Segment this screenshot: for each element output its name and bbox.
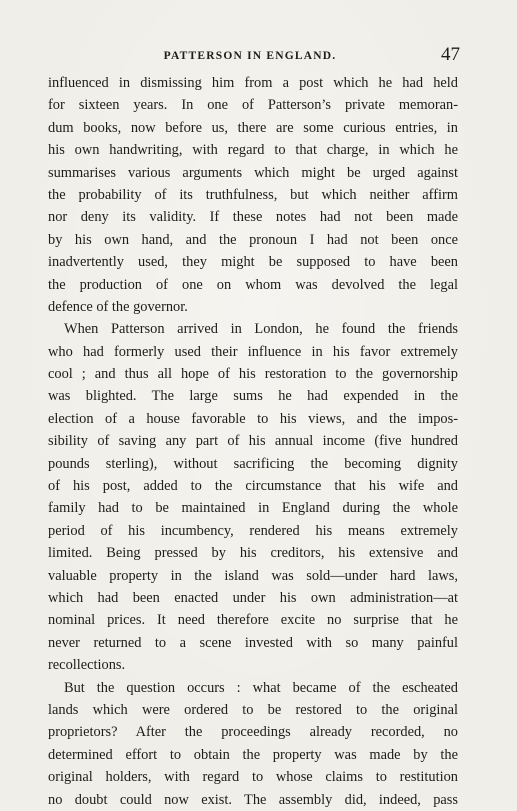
text-line: was blighted. The large sums he had expended in the (48, 388, 458, 405)
text-line: proprietors? After the proceedings already recorded, no (48, 724, 458, 741)
text-line: But the question occurs : what became of the escheated (64, 679, 458, 696)
page-number: 47 (441, 44, 460, 65)
text-line: which had been enacted under his own administration—at (48, 589, 458, 606)
body-text (48, 72, 458, 811)
text-line: no doubt could now exist. The assembly did, indeed, pass (48, 791, 458, 808)
running-head: PATTERSON IN ENGLAND. (163, 50, 337, 62)
text-line: sibility of saving any part of his annual income (five hundred (48, 433, 458, 450)
text-line: of his post, added to the circumstance that his wife and (48, 478, 458, 495)
text-line: recollections. (48, 657, 126, 674)
text-line: influenced in dismissing him from a post which he had held (48, 75, 458, 91)
text-line: never returned to a scene invested with so many painful (48, 634, 458, 651)
text-line: When Patterson arrived in London, he found the friends (64, 321, 458, 338)
text-line: cool ; and thus all hope of his restoration to the governorship (48, 366, 458, 383)
text-line: nominal prices. It need therefore excite no surprise that he (48, 612, 458, 629)
text-line: the probability of its truthfulness, but which neither affirm (48, 186, 458, 203)
text-line: defence of the governor. (48, 298, 188, 315)
text-line: election of a house favorable to his views, and the impos- (48, 410, 458, 427)
text-line: pounds sterling), without sacrificing the becoming dignity (48, 455, 458, 472)
text-line: determined effort to obtain the property was made by the (48, 746, 458, 763)
text-line: summarises various arguments which might be urged against (48, 164, 458, 181)
text-line: limited. Being pressed by his creditors, his extensive and (48, 545, 458, 562)
text-line: for sixteen years. In one of Patterson’s private memoran- (48, 97, 458, 114)
text-line: inadvertently used, they might be supposed to have been (48, 254, 458, 271)
page-header (40, 44, 460, 68)
text-line: original holders, with regard to whose claims to restitution (48, 769, 458, 786)
text-line: period of his incumbency, rendered his means extremely (48, 522, 458, 539)
text-line: valuable property in the island was sold—under hard laws, (48, 567, 458, 584)
text-line: dum books, now before us, there are some curious entries, in (48, 119, 458, 136)
text-line: the production of one on whom was devolved the legal (48, 276, 458, 293)
text-line: family had to be maintained in England during the whole (48, 500, 458, 517)
text-line: lands which were ordered to be restored to the original (48, 701, 458, 718)
text-line: who had formerly used their influence in his favor extremely (48, 343, 458, 360)
text-line: by his own hand, and the pronoun I had not been once (48, 231, 458, 248)
text-line: nor deny its validity. If these notes had not been made (48, 209, 458, 226)
text-line: his own handwriting, with regard to that charge, in which he (48, 142, 458, 159)
